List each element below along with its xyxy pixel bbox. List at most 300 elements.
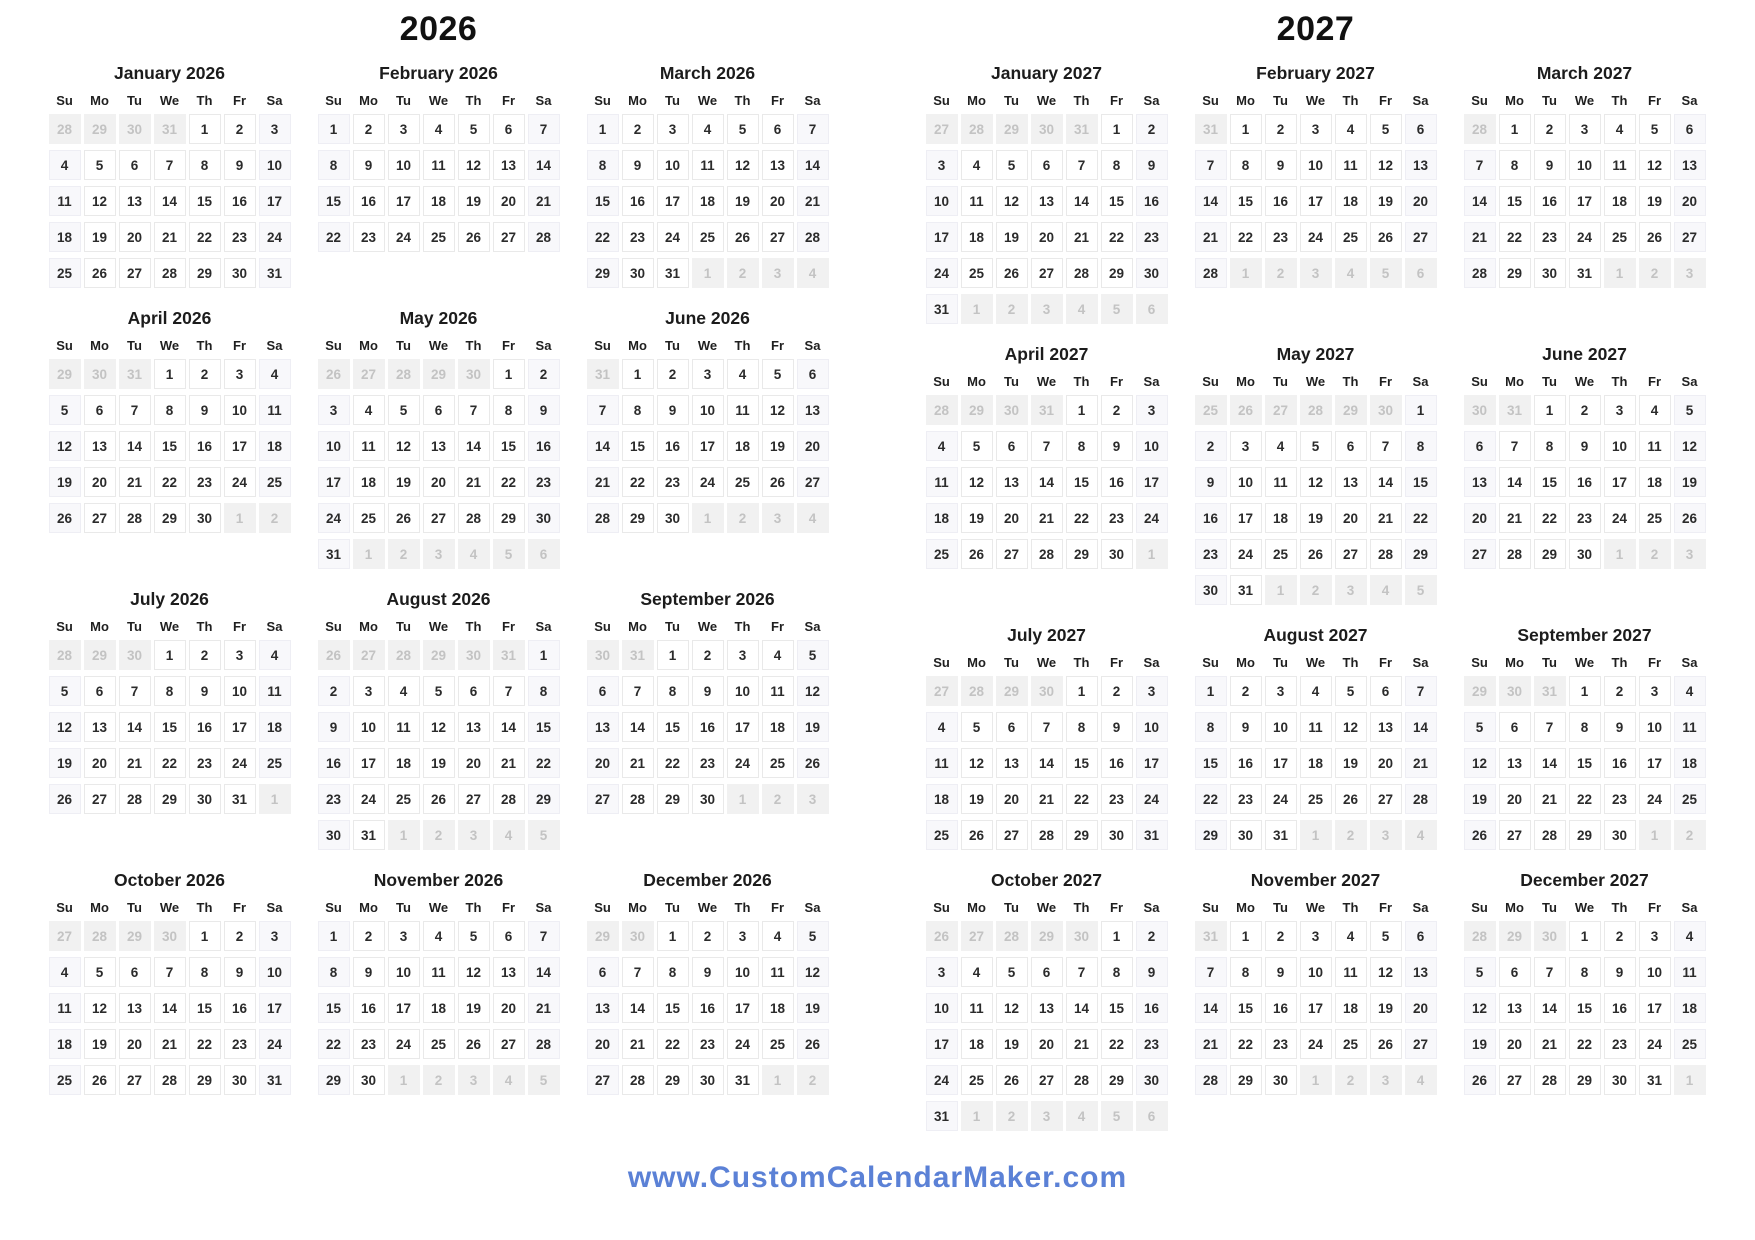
day-cell: 16 [353,993,385,1023]
day-cell: 21 [797,186,829,216]
weekday-label: Fr [502,93,515,109]
day-cell: 9 [528,395,560,425]
day-cell-outside: 30 [458,640,490,670]
day-cell: 14 [458,431,490,461]
day-cell: 17 [224,431,256,461]
day-cell: 10 [926,993,958,1023]
day-cell: 20 [1464,503,1496,533]
day-cell: 6 [1031,150,1063,180]
month-calendar [926,63,1168,324]
day-cell: 29 [1101,1065,1133,1095]
day-cell: 14 [1534,993,1566,1023]
weekday-label: Mo [359,338,378,354]
day-cell: 15 [622,431,654,461]
day-cell: 6 [423,395,455,425]
day-cell-outside: 29 [1335,395,1367,425]
day-cell: 18 [423,993,455,1023]
day-cell: 5 [388,395,420,425]
day-cell: 19 [996,1029,1028,1059]
day-cell: 3 [657,114,689,144]
day-cell: 26 [797,748,829,778]
day-cell: 24 [318,503,350,533]
weekday-header-row [1195,374,1437,389]
day-cell: 5 [1300,431,1332,461]
day-cell: 6 [996,712,1028,742]
day-cell-outside: 29 [1464,676,1496,706]
day-cell: 16 [189,431,221,461]
weekday-label: Su [594,93,611,109]
day-cell: 4 [1300,676,1332,706]
day-cell: 9 [224,150,256,180]
day-cell: 22 [493,467,525,497]
day-cell-outside: 1 [1300,820,1332,850]
day-cell: 6 [493,114,525,144]
weekday-label: We [159,338,180,354]
day-cell: 30 [1265,1065,1297,1095]
day-cell-outside: 1 [1639,820,1671,850]
weekday-label: Su [1202,900,1219,916]
day-cell-outside: 29 [587,921,619,951]
day-cell: 2 [1101,395,1133,425]
day-cell: 2 [1136,114,1168,144]
day-cell: 9 [189,676,221,706]
day-cell: 26 [762,467,794,497]
day-cell: 6 [1370,676,1402,706]
day-cell: 8 [1405,431,1437,461]
day-cell: 3 [727,640,759,670]
day-cell: 16 [657,431,689,461]
day-cell-outside: 31 [493,640,525,670]
day-cell: 1 [657,921,689,951]
day-cell: 17 [1136,467,1168,497]
day-cell-outside: 27 [353,640,385,670]
day-grid [318,359,560,569]
month-title: February 2027 [1256,63,1375,84]
day-cell: 6 [84,395,116,425]
day-grid [1195,395,1437,605]
weekday-label: Mo [1505,900,1524,916]
day-cell: 25 [961,258,993,288]
month-calendar [587,589,829,814]
weekday-label: Sa [266,619,283,635]
day-grid [1464,395,1706,569]
day-cell: 24 [1230,539,1262,569]
day-cell: 25 [423,222,455,252]
weekday-label: Sa [1681,374,1698,390]
footer-site-link[interactable]: www.CustomCalendarMaker.com [627,1161,1128,1195]
weekday-label: Mo [359,900,378,916]
day-cell: 22 [189,1029,221,1059]
day-cell: 30 [692,784,724,814]
day-cell: 6 [1405,921,1437,951]
day-cell: 9 [1604,712,1636,742]
weekday-header-row [1464,374,1706,389]
day-cell: 28 [1370,539,1402,569]
day-cell: 20 [84,467,116,497]
weekday-label: Tu [1004,655,1019,671]
day-cell: 30 [1569,539,1601,569]
day-cell-outside: 29 [996,676,1028,706]
day-cell: 16 [692,712,724,742]
day-cell: 23 [1569,503,1601,533]
day-cell: 11 [692,150,724,180]
month-title: May 2026 [399,308,478,329]
weekday-label: Sa [535,93,552,109]
day-cell: 28 [1499,539,1531,569]
day-cell: 21 [528,186,560,216]
day-cell: 16 [1195,503,1227,533]
weekday-header-row [1195,655,1437,670]
day-cell: 21 [1499,503,1531,533]
weekday-label: Su [1202,374,1219,390]
day-cell: 19 [727,186,759,216]
month-title: March 2027 [1536,63,1633,84]
weekday-label: Tu [396,338,411,354]
day-cell-outside: 31 [1195,921,1227,951]
day-cell: 19 [458,993,490,1023]
day-cell: 28 [1195,258,1227,288]
day-cell: 21 [622,1029,654,1059]
day-cell: 11 [259,676,291,706]
day-grid [49,359,291,533]
weekday-header-row [926,93,1168,108]
weekday-label: Mo [359,619,378,635]
day-cell: 13 [1031,186,1063,216]
weekday-label: Th [734,338,751,354]
weekday-label: Mo [1236,93,1255,109]
day-cell: 11 [926,748,958,778]
day-cell: 17 [224,712,256,742]
day-cell-outside: 2 [1265,258,1297,288]
day-cell-outside: 4 [797,503,829,533]
day-cell: 11 [1335,957,1367,987]
day-cell-outside: 29 [1031,921,1063,951]
day-cell: 27 [1405,1029,1437,1059]
weekday-label: We [1036,900,1057,916]
weekday-label: We [1305,374,1326,390]
day-cell: 23 [657,467,689,497]
day-cell: 3 [1300,921,1332,951]
day-cell: 2 [692,921,724,951]
weekday-header-row [1464,93,1706,108]
day-cell: 12 [797,676,829,706]
day-cell-outside: 4 [1405,1065,1437,1095]
day-cell: 15 [154,712,186,742]
day-cell: 8 [657,957,689,987]
day-cell: 14 [622,993,654,1023]
day-cell: 11 [926,467,958,497]
day-cell: 25 [926,539,958,569]
day-cell: 18 [961,222,993,252]
day-cell: 12 [1464,748,1496,778]
day-cell: 22 [154,467,186,497]
day-cell: 21 [1031,503,1063,533]
day-cell: 17 [388,993,420,1023]
weekday-label: Sa [804,93,821,109]
day-cell-outside: 31 [1534,676,1566,706]
day-cell: 18 [762,993,794,1023]
weekday-label: Mo [1505,374,1524,390]
day-cell: 18 [961,1029,993,1059]
day-cell: 5 [797,640,829,670]
day-cell: 27 [423,503,455,533]
weekday-label: Sa [1681,900,1698,916]
day-cell: 21 [1066,222,1098,252]
day-cell: 7 [1534,957,1566,987]
weekday-label: We [697,900,718,916]
day-cell: 17 [727,712,759,742]
weekday-label: Th [465,93,482,109]
day-cell: 5 [762,359,794,389]
day-cell: 27 [996,539,1028,569]
day-cell: 17 [1569,186,1601,216]
day-cell: 18 [727,431,759,461]
weekday-label: Mo [1236,655,1255,671]
weekday-label: Sa [1681,93,1698,109]
day-cell: 8 [318,957,350,987]
day-cell: 27 [762,222,794,252]
day-cell: 17 [926,1029,958,1059]
day-cell: 27 [458,784,490,814]
weekday-label: We [1574,374,1595,390]
day-cell: 6 [493,921,525,951]
weekday-label: Tu [127,900,142,916]
day-cell: 30 [353,1065,385,1095]
day-cell: 18 [1604,186,1636,216]
day-cell: 4 [926,431,958,461]
day-cell: 12 [423,712,455,742]
day-cell-outside: 27 [49,921,81,951]
weekday-label: Th [465,619,482,635]
day-cell: 3 [692,359,724,389]
weekday-header-row [587,619,829,634]
weekday-label: Mo [359,93,378,109]
day-cell: 23 [692,1029,724,1059]
day-cell: 24 [1604,503,1636,533]
day-cell: 23 [1101,503,1133,533]
day-grid [1195,114,1437,288]
day-cell-outside: 1 [1674,1065,1706,1095]
day-cell: 3 [1639,676,1671,706]
day-cell: 24 [259,222,291,252]
day-cell: 11 [727,395,759,425]
day-cell: 10 [1300,957,1332,987]
day-cell: 26 [49,503,81,533]
day-cell: 17 [1639,993,1671,1023]
day-cell-outside: 28 [84,921,116,951]
day-cell: 25 [259,467,291,497]
weekday-label: Tu [396,619,411,635]
day-cell: 18 [762,712,794,742]
day-cell-outside: 29 [423,359,455,389]
day-cell: 29 [493,503,525,533]
day-cell-outside: 31 [587,359,619,389]
day-cell: 10 [1136,712,1168,742]
day-cell: 7 [119,395,151,425]
day-cell: 13 [1499,748,1531,778]
day-cell: 28 [1195,1065,1227,1095]
day-cell: 23 [528,467,560,497]
weekday-label: Mo [628,619,647,635]
day-cell: 26 [727,222,759,252]
day-cell: 8 [154,395,186,425]
day-cell: 28 [1066,1065,1098,1095]
day-cell: 13 [1031,993,1063,1023]
day-cell: 20 [1370,748,1402,778]
day-cell: 5 [458,921,490,951]
day-cell: 5 [996,150,1028,180]
day-cell-outside: 2 [388,539,420,569]
weekday-label: Fr [1648,374,1661,390]
day-cell: 29 [154,503,186,533]
day-cell: 19 [1370,186,1402,216]
weekday-label: Mo [967,374,986,390]
month-title: September 2027 [1517,625,1652,646]
day-cell: 4 [961,150,993,180]
day-cell: 8 [1230,150,1262,180]
day-cell-outside: 3 [1335,575,1367,605]
day-cell: 13 [797,395,829,425]
month-title: December 2027 [1520,870,1649,891]
day-cell: 15 [1066,467,1098,497]
day-cell: 22 [1101,1029,1133,1059]
day-cell: 5 [1370,114,1402,144]
day-cell: 4 [1674,676,1706,706]
weekday-label: Tu [1542,900,1557,916]
day-cell: 24 [1300,1029,1332,1059]
day-cell-outside: 29 [84,640,116,670]
day-cell: 17 [1265,748,1297,778]
year-title: 2027 [1276,10,1355,48]
day-cell: 21 [154,222,186,252]
day-cell: 1 [1405,395,1437,425]
day-cell: 8 [154,676,186,706]
day-cell-outside: 3 [762,258,794,288]
weekday-label: Fr [233,619,246,635]
day-cell-outside: 30 [154,921,186,951]
day-cell: 2 [1230,676,1262,706]
weekday-label: Th [1611,900,1628,916]
day-cell: 16 [1136,186,1168,216]
weekday-label: Fr [1379,374,1392,390]
day-cell: 20 [423,467,455,497]
day-cell: 8 [1534,431,1566,461]
day-cell: 19 [961,784,993,814]
day-cell: 16 [353,186,385,216]
weekday-label: We [159,93,180,109]
day-cell: 23 [1230,784,1262,814]
weekday-label: Su [56,338,73,354]
day-grid [318,114,560,252]
day-cell: 17 [692,431,724,461]
day-cell-outside: 2 [423,820,455,850]
day-cell: 23 [692,748,724,778]
day-cell: 18 [1300,748,1332,778]
weekday-label: Mo [967,900,986,916]
day-cell: 15 [154,431,186,461]
day-cell-outside: 26 [926,921,958,951]
weekday-label: Su [594,338,611,354]
month-title: October 2027 [991,870,1102,891]
day-cell: 14 [1534,748,1566,778]
day-cell: 6 [1674,114,1706,144]
day-cell: 31 [727,1065,759,1095]
day-cell: 31 [926,1101,958,1131]
day-cell: 15 [587,186,619,216]
month-calendar [1464,625,1706,850]
day-cell: 8 [1101,150,1133,180]
day-cell: 16 [1265,993,1297,1023]
day-cell-outside: 2 [797,1065,829,1095]
day-cell: 21 [119,467,151,497]
day-cell: 19 [797,993,829,1023]
day-cell: 14 [1464,186,1496,216]
weekday-label: Th [196,93,213,109]
day-cell: 18 [1265,503,1297,533]
day-cell: 1 [318,114,350,144]
day-cell: 4 [49,957,81,987]
day-cell: 15 [1230,186,1262,216]
weekday-label: Su [933,93,950,109]
day-cell: 25 [692,222,724,252]
weekday-header-row [1195,93,1437,108]
day-cell: 2 [622,114,654,144]
day-cell: 9 [1265,150,1297,180]
day-cell: 8 [1195,712,1227,742]
weekday-label: We [428,93,449,109]
day-cell: 17 [1300,186,1332,216]
day-cell: 9 [692,676,724,706]
day-cell: 20 [119,1029,151,1059]
day-cell: 10 [388,150,420,180]
day-cell: 7 [1031,431,1063,461]
day-cell: 4 [423,921,455,951]
weekday-label: Fr [502,619,515,635]
day-cell: 20 [458,748,490,778]
day-cell: 9 [622,150,654,180]
day-cell: 29 [657,784,689,814]
day-cell: 15 [1569,993,1601,1023]
weekday-label: Mo [628,338,647,354]
day-cell: 11 [1639,431,1671,461]
day-cell: 12 [1674,431,1706,461]
weekday-header-row [318,619,560,634]
day-cell: 2 [353,114,385,144]
weekday-label: Th [734,900,751,916]
day-cell: 1 [1066,395,1098,425]
day-cell: 28 [587,503,619,533]
day-cell: 11 [1604,150,1636,180]
day-cell: 13 [84,431,116,461]
day-cell: 16 [692,993,724,1023]
day-cell: 30 [189,503,221,533]
day-cell: 15 [493,431,525,461]
weekday-label: Su [56,93,73,109]
day-cell: 20 [797,431,829,461]
day-cell-outside: 30 [622,921,654,951]
day-grid [1464,114,1706,288]
day-cell: 23 [353,1029,385,1059]
month-title: June 2027 [1542,344,1627,365]
day-cell: 6 [587,957,619,987]
day-cell: 19 [1370,993,1402,1023]
day-cell: 7 [1195,150,1227,180]
day-cell: 18 [926,784,958,814]
day-cell: 23 [1101,784,1133,814]
day-cell: 25 [1674,784,1706,814]
day-cell: 27 [996,820,1028,850]
day-cell: 13 [1405,957,1437,987]
